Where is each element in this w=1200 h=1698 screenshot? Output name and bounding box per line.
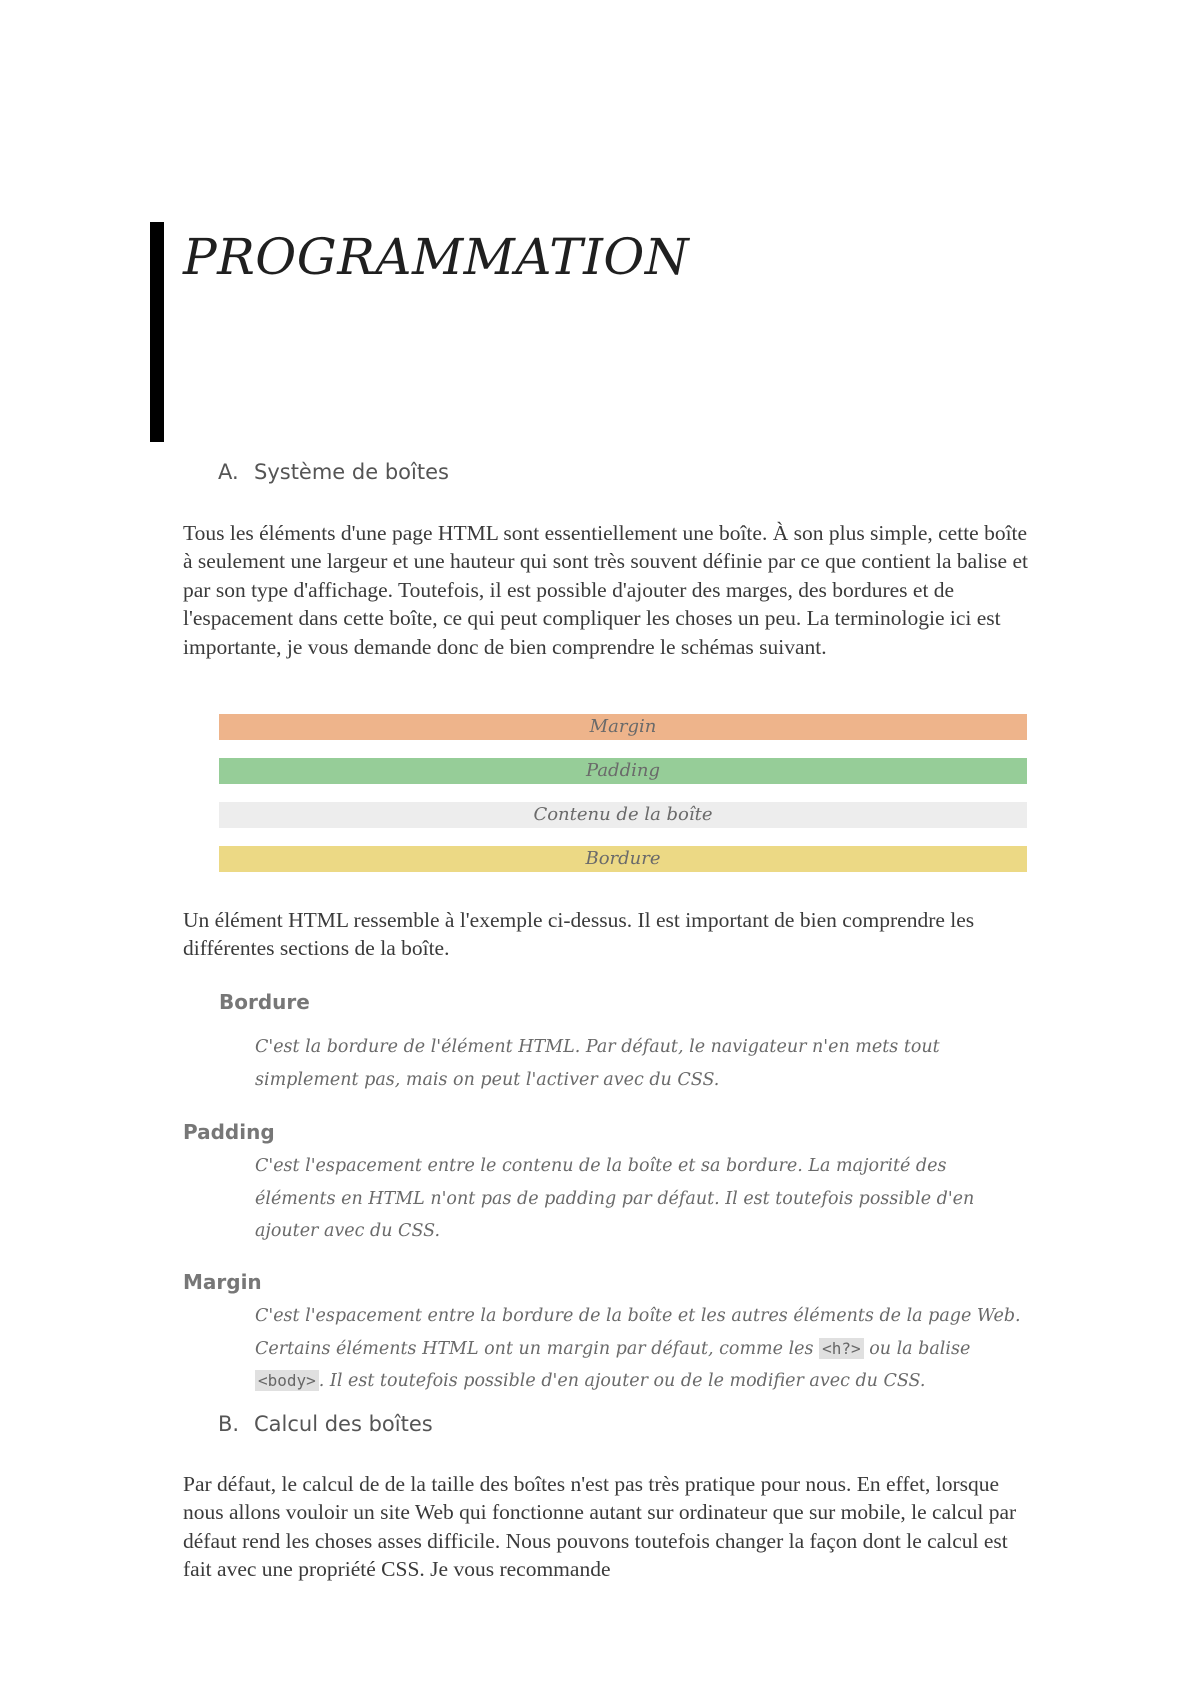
section-b-label: Calcul des boîtes — [254, 1412, 433, 1436]
title-accent-bar — [150, 222, 164, 442]
section-a-heading — [218, 458, 449, 486]
padding-heading: Padding — [183, 1120, 275, 1144]
intro-paragraph: Tous les éléments d'une page HTML sont essentiellement une boîte. À son plus simple, cette boîte à seulement une largeur et une hauteur qui sont très souvent définie par ce que contient la balise et par son type d'affichage. Toutefois, il est possible d'ajouter des marges, des bordures et de l'espacement dans cette boîte, ce qui peut compliquer les choses un peu. La terminologie ici est importante, je vous demande donc de bien comprendre le schémas suivant. — [183, 521, 1028, 659]
page-title: PROGRAMMATION — [183, 228, 690, 286]
after-diagram-paragraph: Un élément HTML ressemble à l'exemple ci-dessus. Il est important de bien comprendre les différentes sections de la boîte. — [183, 908, 975, 961]
padding-description: C'est l'espacement entre le contenu de la boîte et sa bordure. La majorité des éléments en HTML n'ont pas de padding par défaut. Il est toutefois possible d'en ajouter avec du CSS. — [255, 1156, 975, 1241]
margin-band: Margin — [219, 714, 1027, 740]
section-a-label: Système de boîtes — [254, 460, 449, 484]
code-body-tag: <body> — [255, 1370, 319, 1391]
margin-description — [255, 1300, 1025, 1398]
border-band: Bordure — [219, 846, 1027, 872]
content-band: Contenu de la boîte — [219, 802, 1027, 828]
section-b-paragraph: Par défaut, le calcul de de la taille des boîtes n'est pas très pratique pour nous. En effet, lorsque nous allons vouloir un site Web qui fonctionne autant sur ordinateur que sur mobile, le calcul par défaut rend les choses asses difficile. Nous pouvons toutefois changer la façon dont le calcul est fait avec une propriété CSS. Je vous recommande — [183, 1472, 1017, 1582]
section-b-heading — [218, 1410, 433, 1438]
bordure-heading: Bordure — [219, 990, 310, 1014]
bordure-description: C'est la bordure de l'élément HTML. Par défaut, le navigateur n'en mets tout simplement pas, mais on peut l'activer avec du CSS. — [255, 1037, 940, 1090]
section-b-number: B. — [218, 1412, 240, 1436]
margin-text-3: . Il est toutefois possible d'en ajouter ou de le modifier avec du CSS. — [318, 1371, 926, 1391]
margin-text-2: ou la balise — [869, 1338, 971, 1359]
code-h-tag: <h?> — [819, 1338, 864, 1359]
margin-heading: Margin — [183, 1270, 262, 1294]
padding-band: Padding — [219, 758, 1027, 784]
margin-text-1: C'est l'espacement entre la bordure de la boîte et les autres éléments de la page Web. Certains éléments HTML ont un margin par défaut, comme les — [255, 1306, 1021, 1359]
section-a-number: A. — [218, 460, 239, 484]
